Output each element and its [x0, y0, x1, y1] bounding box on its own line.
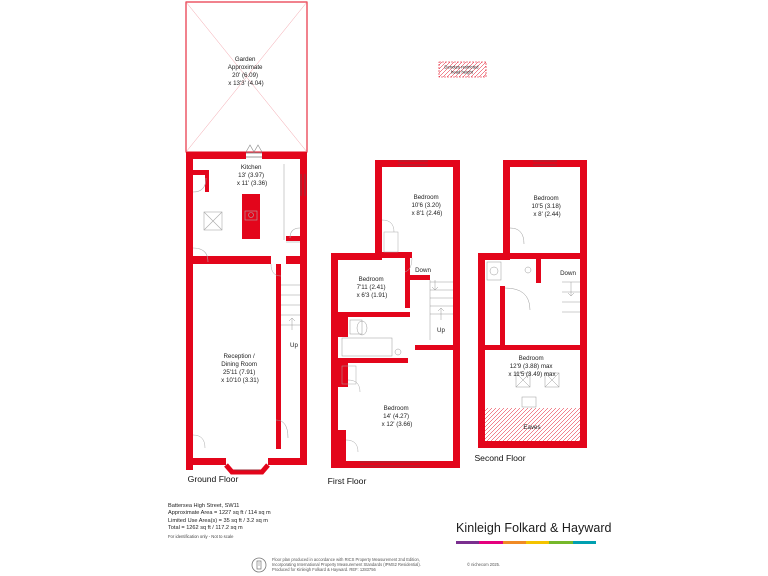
first-bedroom-top-label: Bedroom 10'6 (3.20) x 8'1 (2.46) [411, 194, 443, 217]
first-floor-plan [328, 160, 460, 486]
brand-color-bar [456, 541, 596, 544]
footer-copyright: © nichecom 2025. [467, 562, 501, 567]
garden-folding-doors [246, 145, 262, 152]
footer-line-2: Incorporating International Property Measurement Standards (IPMS2 Residential). [272, 562, 421, 568]
brand-bar-pink [479, 541, 502, 544]
rics-badge-icon [251, 557, 267, 573]
first-floor-bathroom [342, 320, 401, 356]
bay-window [226, 465, 268, 472]
brand-bar-orange [503, 541, 526, 544]
approximate-area: Approximate Area = 1227 sq ft / 114 sq m [168, 510, 271, 517]
brand-bar-purple [456, 541, 479, 544]
second-floor-title: Second Floor [474, 453, 526, 463]
brand-bar-green [549, 541, 572, 544]
eaves-label: Eaves [523, 424, 541, 431]
address: Battersea High Street, SW11 [168, 503, 240, 509]
first-floor-title: First Floor [327, 476, 367, 486]
first-bedroom-main-label: Bedroom 14' (4.27) x 12' (3.66) [381, 405, 413, 428]
garden-label: Garden Approximate 20' (6.09) x 13'3' (4.04) [227, 56, 264, 87]
property-info [168, 503, 271, 540]
first-bedroom-mid-label: Bedroom 7'11 (2.41) x 6'3 (1.91) [356, 276, 388, 299]
identification-note: For identification only - Not to scale [168, 533, 234, 539]
first-up-label: Up [437, 327, 445, 334]
legend-text: Denotes restricted head height [444, 64, 479, 75]
brand-name: Kinleigh Folkard & Hayward [456, 521, 612, 535]
footer-line-1: Floor plan produced in accordance with RICS Property Measurement 2nd Edition, [272, 557, 420, 562]
limited-use-area: Limited Use Area(s) = 35 sq ft / 3.2 sq m [168, 517, 268, 524]
second-down-label: Down [560, 270, 576, 277]
total-area: Total = 1262 sq ft / 117.2 sq m [168, 525, 243, 532]
footer-line-3: Produced for Kinleigh Folkard & Hayward. REF: 1283756 [272, 567, 376, 573]
ground-floor-title: Ground Floor [187, 474, 239, 484]
brand-bar-yellow [526, 541, 549, 544]
ground-floor-walls [186, 152, 307, 470]
second-bedroom-top-label: Bedroom 10'5 (3.18) x 8' (2.44) [531, 195, 561, 218]
restricted-height-legend [439, 62, 486, 77]
kitchen-label: Kitchen 13' (3.97) x 11' (3.36) [236, 164, 268, 187]
ground-floor-plan [186, 2, 307, 484]
ground-up-label: Up [290, 342, 298, 349]
reception-label: Reception / Dining Room 25'11 (7.91) x 10'10 (3.31) [221, 353, 259, 384]
brand-bar-teal [573, 541, 596, 544]
second-bedroom-main-label: Bedroom 12'9 (3.88) max x 11'5 (3.49) max [508, 355, 556, 378]
second-floor-plan [474, 160, 587, 463]
first-down-label: Down [415, 267, 431, 274]
footer-text [272, 557, 421, 573]
